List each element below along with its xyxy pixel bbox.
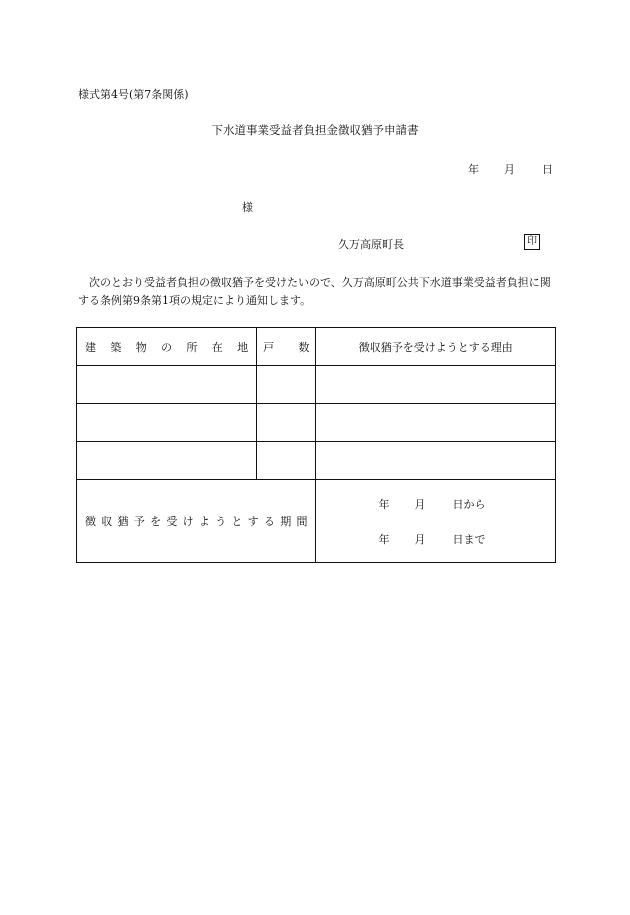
header-char: 地 bbox=[237, 340, 249, 354]
date-month: 月 bbox=[504, 163, 515, 176]
period-char: 予 bbox=[133, 515, 145, 528]
table-header-row bbox=[77, 328, 556, 366]
period-char: け bbox=[182, 515, 194, 528]
location-cell[interactable] bbox=[77, 366, 257, 404]
period-char: よ bbox=[198, 515, 210, 528]
header-char: の bbox=[161, 340, 173, 354]
table-row bbox=[77, 366, 556, 404]
body-text bbox=[78, 274, 554, 310]
period-row bbox=[77, 480, 556, 563]
header-char: 物 bbox=[135, 340, 147, 354]
period-to-year: 年 bbox=[378, 532, 390, 546]
header-char: 建 bbox=[85, 340, 96, 354]
period-char: 収 bbox=[101, 515, 113, 528]
body-text-content: 次のとおり受益者負担の徴収猶予を受けたいので、久万高原町公共下水道事業受益者負担に関する条例第9条第1項の規定により通知します。 bbox=[78, 276, 551, 307]
period-to-suffix: 日まで bbox=[452, 532, 486, 546]
mayor-title: 久万高原町長 bbox=[338, 238, 404, 251]
period-label bbox=[77, 480, 316, 563]
period-char: 猶 bbox=[117, 515, 129, 528]
date-line bbox=[468, 161, 553, 177]
addressee-honorific: 様 bbox=[242, 201, 253, 214]
period-char: う bbox=[215, 515, 227, 528]
period-from-line bbox=[378, 496, 555, 512]
period-char: 受 bbox=[166, 515, 178, 528]
form-number: 様式第4号(第7条関係) bbox=[78, 88, 189, 101]
header-char: 在 bbox=[211, 340, 223, 354]
period-to-line bbox=[378, 531, 555, 547]
table-row bbox=[77, 442, 556, 480]
reason-cell[interactable] bbox=[316, 404, 556, 442]
period-char: 期 bbox=[280, 515, 292, 528]
form-title: 下水道事業受益者負担金徴収猶予申請書 bbox=[211, 123, 419, 137]
date-year: 年 bbox=[468, 163, 479, 176]
period-from-year: 年 bbox=[378, 497, 390, 511]
period-from-suffix: 日から bbox=[452, 497, 486, 511]
header-building-location bbox=[77, 328, 257, 366]
reason-cell[interactable] bbox=[316, 442, 556, 480]
location-cell[interactable] bbox=[77, 404, 257, 442]
period-char: と bbox=[231, 515, 243, 528]
period-to-month: 月 bbox=[414, 532, 426, 546]
header-units bbox=[257, 328, 316, 366]
period-char: を bbox=[150, 515, 162, 528]
period-char: る bbox=[263, 515, 275, 528]
header-char: 数 bbox=[298, 340, 310, 354]
header-char: 所 bbox=[186, 340, 198, 354]
period-from-month: 月 bbox=[414, 497, 426, 511]
units-cell[interactable] bbox=[257, 442, 316, 480]
seal-mark: 印 bbox=[524, 234, 540, 250]
table-row bbox=[77, 404, 556, 442]
header-reason: 徴収猶予を受けようとする理由 bbox=[316, 328, 556, 366]
date-day: 日 bbox=[542, 163, 553, 176]
period-char: す bbox=[247, 515, 259, 528]
reason-cell[interactable] bbox=[316, 366, 556, 404]
units-cell[interactable] bbox=[257, 366, 316, 404]
header-char: 築 bbox=[110, 340, 122, 354]
period-char: 間 bbox=[296, 515, 308, 528]
form-table bbox=[76, 327, 556, 563]
period-dates[interactable] bbox=[316, 480, 556, 563]
units-cell[interactable] bbox=[257, 404, 316, 442]
header-char: 戸 bbox=[263, 340, 275, 354]
period-char: 徴 bbox=[85, 515, 96, 528]
location-cell[interactable] bbox=[77, 442, 257, 480]
